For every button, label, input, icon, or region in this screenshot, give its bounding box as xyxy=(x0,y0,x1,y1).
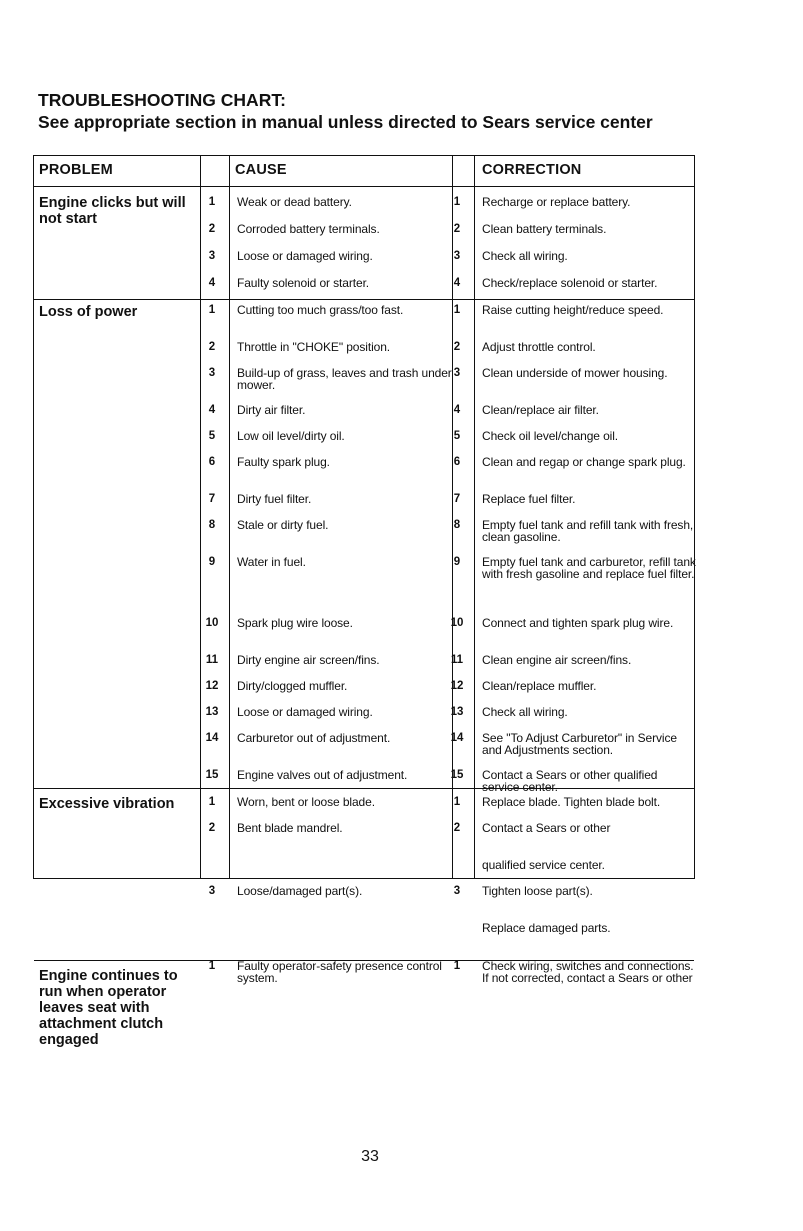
cause-text: Cutting too much grass/too fast. xyxy=(237,303,404,317)
cause-number: 3 xyxy=(208,367,216,379)
divider-number-cause xyxy=(229,156,230,878)
correction-text: Contact a Sears or other xyxy=(482,821,611,835)
problem-label: Loss of power xyxy=(39,304,138,320)
section-divider xyxy=(34,299,694,300)
correction-number: 1 xyxy=(453,960,461,972)
correction-text: Clean/replace muffler. xyxy=(482,679,597,693)
correction-text: Empty fuel tank and carburetor, refill tank with fresh gasoline and replace fuel filter. xyxy=(482,555,696,581)
correction-number: 7 xyxy=(453,493,461,505)
correction-number: 3 xyxy=(453,885,461,897)
header-divider xyxy=(34,186,694,187)
problem-label: Engine clicks but will not start xyxy=(39,195,186,227)
cause-text: Stale or dirty fuel. xyxy=(237,518,329,532)
cause-text: Spark plug wire loose. xyxy=(237,616,353,630)
cause-text: Engine valves out of adjustment. xyxy=(237,768,408,782)
correction-text: Replace damaged parts. xyxy=(482,921,611,935)
correction-text: Raise cutting height/reduce speed. xyxy=(482,303,664,317)
correction-text: See "To Adjust Carburetor" in Service and Adjustments section. xyxy=(482,731,677,757)
cause-number: 12 xyxy=(205,680,219,692)
chart-title xyxy=(38,89,778,133)
correction-text: Check/replace solenoid or starter. xyxy=(482,276,658,290)
divider-number-correction xyxy=(474,156,475,878)
correction-text: Clean engine air screen/fins. xyxy=(482,653,632,667)
cause-text: Dirty fuel filter. xyxy=(237,492,312,506)
correction-number: 15 xyxy=(450,769,464,781)
correction-text: Connect and tighten spark plug wire. xyxy=(482,616,674,630)
troubleshooting-table xyxy=(33,155,696,1048)
cause-text: Worn, bent or loose blade. xyxy=(237,795,375,809)
correction-text: Clean and regap or change spark plug. xyxy=(482,455,686,469)
cause-number: 9 xyxy=(208,556,216,568)
correction-text: Check all wiring. xyxy=(482,249,568,263)
cause-number: 14 xyxy=(205,732,219,744)
cause-text: Faulty solenoid or starter. xyxy=(237,276,370,290)
cause-number: 11 xyxy=(205,654,219,666)
correction-number: 1 xyxy=(453,196,461,208)
title-line-1: TROUBLESHOOTING CHART: xyxy=(38,90,286,110)
title-line-2: See appropriate section in manual unless directed to Sears service center xyxy=(38,112,653,132)
cause-text: Loose/damaged part(s). xyxy=(237,884,363,898)
cause-text: Bent blade mandrel. xyxy=(237,821,343,835)
correction-number: 14 xyxy=(450,732,464,744)
cause-number: 2 xyxy=(208,223,216,235)
correction-number: 2 xyxy=(453,341,461,353)
correction-number: 1 xyxy=(453,304,461,316)
correction-number: 13 xyxy=(450,706,464,718)
correction-text: Empty fuel tank and refill tank with fresh, clean gasoline. xyxy=(482,518,694,544)
correction-text: Contact a Sears or other qualified service center. xyxy=(482,768,658,794)
correction-number: 12 xyxy=(450,680,464,692)
correction-number: 3 xyxy=(453,367,461,379)
cause-text: Weak or dead battery. xyxy=(237,195,352,209)
correction-number: 2 xyxy=(453,223,461,235)
correction-number: 3 xyxy=(453,250,461,262)
header-cause: CAUSE xyxy=(235,162,287,178)
correction-number: 6 xyxy=(453,456,461,468)
correction-text: qualified service center. xyxy=(482,858,605,872)
cause-text: Dirty air filter. xyxy=(237,403,306,417)
correction-number: 9 xyxy=(453,556,461,568)
cause-text: Carburetor out of adjustment. xyxy=(237,731,391,745)
cause-number: 5 xyxy=(208,430,216,442)
header-correction: CORRECTION xyxy=(482,162,582,178)
cause-number: 10 xyxy=(205,617,219,629)
cause-number: 2 xyxy=(208,341,216,353)
cause-text: Faulty spark plug. xyxy=(237,455,330,469)
cause-number: 2 xyxy=(208,822,216,834)
cause-number: 1 xyxy=(208,196,216,208)
header-problem: PROBLEM xyxy=(39,162,113,178)
correction-number: 4 xyxy=(453,277,461,289)
cause-number: 1 xyxy=(208,796,216,808)
correction-text: Replace blade. Tighten blade bolt. xyxy=(482,795,661,809)
correction-text: Clean/replace air filter. xyxy=(482,403,599,417)
problem-label: Engine continues to run when operator leaves seat with attachment clutch engaged xyxy=(39,968,178,1048)
correction-text: Check all wiring. xyxy=(482,705,568,719)
cause-text: Dirty engine air screen/fins. xyxy=(237,653,380,667)
cause-number: 1 xyxy=(208,304,216,316)
correction-number: 4 xyxy=(453,404,461,416)
cause-text: Faulty operator-safety presence control system. xyxy=(237,959,442,985)
cause-number: 6 xyxy=(208,456,216,468)
cause-text: Build-up of grass, leaves and trash under mower. xyxy=(237,366,452,392)
correction-number: 5 xyxy=(453,430,461,442)
cause-number: 4 xyxy=(208,277,216,289)
page-number: 33 xyxy=(361,1148,379,1165)
cause-text: Corroded battery terminals. xyxy=(237,222,380,236)
correction-text: Recharge or replace battery. xyxy=(482,195,631,209)
cause-number: 15 xyxy=(205,769,219,781)
correction-text: Clean battery terminals. xyxy=(482,222,607,236)
correction-text: Tighten loose part(s). xyxy=(482,884,593,898)
correction-number: 11 xyxy=(450,654,464,666)
cause-text: Loose or damaged wiring. xyxy=(237,705,373,719)
cause-number: 1 xyxy=(208,960,216,972)
cause-number: 3 xyxy=(208,250,216,262)
correction-text: Clean underside of mower housing. xyxy=(482,366,668,380)
cause-number: 13 xyxy=(205,706,219,718)
correction-text: Check oil level/change oil. xyxy=(482,429,619,443)
problem-label: Excessive vibration xyxy=(39,796,175,812)
correction-text: Replace fuel filter. xyxy=(482,492,576,506)
correction-number: 1 xyxy=(453,796,461,808)
correction-text: Adjust throttle control. xyxy=(482,340,596,354)
cause-number: 7 xyxy=(208,493,216,505)
correction-text: Check wiring, switches and connections. If not corrected, contact a Sears or other xyxy=(482,959,694,985)
correction-number: 2 xyxy=(453,822,461,834)
cause-text: Dirty/clogged muffler. xyxy=(237,679,348,693)
cause-text: Water in fuel. xyxy=(237,555,306,569)
correction-number: 8 xyxy=(453,519,461,531)
cause-number: 3 xyxy=(208,885,216,897)
cause-number: 8 xyxy=(208,519,216,531)
correction-number: 10 xyxy=(450,617,464,629)
cause-text: Throttle in "CHOKE" position. xyxy=(237,340,391,354)
cause-text: Loose or damaged wiring. xyxy=(237,249,373,263)
cause-text: Low oil level/dirty oil. xyxy=(237,429,345,443)
cause-number: 4 xyxy=(208,404,216,416)
